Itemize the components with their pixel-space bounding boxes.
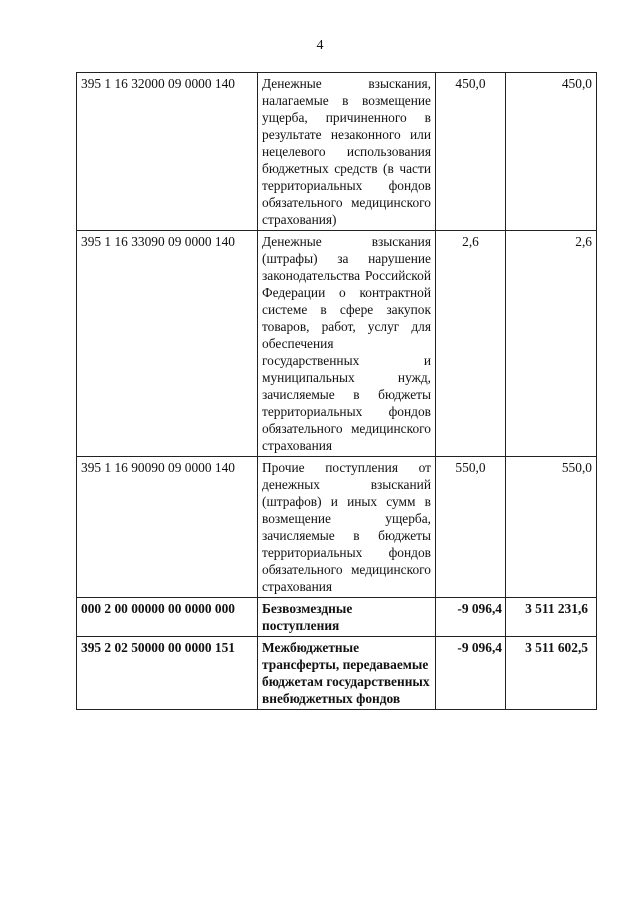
total-amount-cell: 550,0 [506,457,597,598]
amount-cell: 550,0 [436,457,506,598]
amount-cell: 2,6 [436,231,506,457]
total-amount-cell: 2,6 [506,231,597,457]
budget-code-cell: 395 1 16 32000 09 0000 140 [77,73,258,231]
income-name-cell: Прочие поступления от денежных взысканий (штрафов) и иных сумм в возмещение ущерба, зачисляемые в бюджеты территориальных фондов обязательного медицинского страхования [258,457,436,598]
table-row [77,231,597,457]
table-row [77,457,597,598]
amount-cell: -9 096,4 [436,637,506,710]
income-name-cell: Денежные взыскания (штрафы) за нарушение законодательства Российской Федерации о контрактной системе в сфере закупок товаров, работ, услуг для обеспечения государственных и муниципальных нужд, зачисляемые в бюджеты территориальных фондов обязательного медицинского страхования [258,231,436,457]
amount-cell: -9 096,4 [436,598,506,637]
table-row [77,73,597,231]
total-amount-cell: 3 511 602,5 [506,637,597,710]
page-number: 4 [316,38,324,53]
budget-code-cell: 395 2 02 50000 00 0000 151 [77,637,258,710]
income-name-cell: Безвозмездные поступления [258,598,436,637]
total-amount-cell: 450,0 [506,73,597,231]
total-amount-cell: 3 511 231,6 [506,598,597,637]
income-name-cell: Межбюджетные трансферты, передаваемые бюджетам государственных внебюджетных фондов [258,637,436,710]
amount-cell: 450,0 [436,73,506,231]
budget-code-cell: 000 2 00 00000 00 0000 000 [77,598,258,637]
table-row [77,637,597,710]
budget-code-cell: 395 1 16 90090 09 0000 140 [77,457,258,598]
table-row [77,598,597,637]
budget-table [76,72,597,710]
budget-code-cell: 395 1 16 33090 09 0000 140 [77,231,258,457]
income-name-cell: Денежные взыскания, налагаемые в возмещение ущерба, причиненного в результате незаконного или нецелевого использования бюджетных средств (в части территориальных фондов обязательного медицинского страхования) [258,73,436,231]
